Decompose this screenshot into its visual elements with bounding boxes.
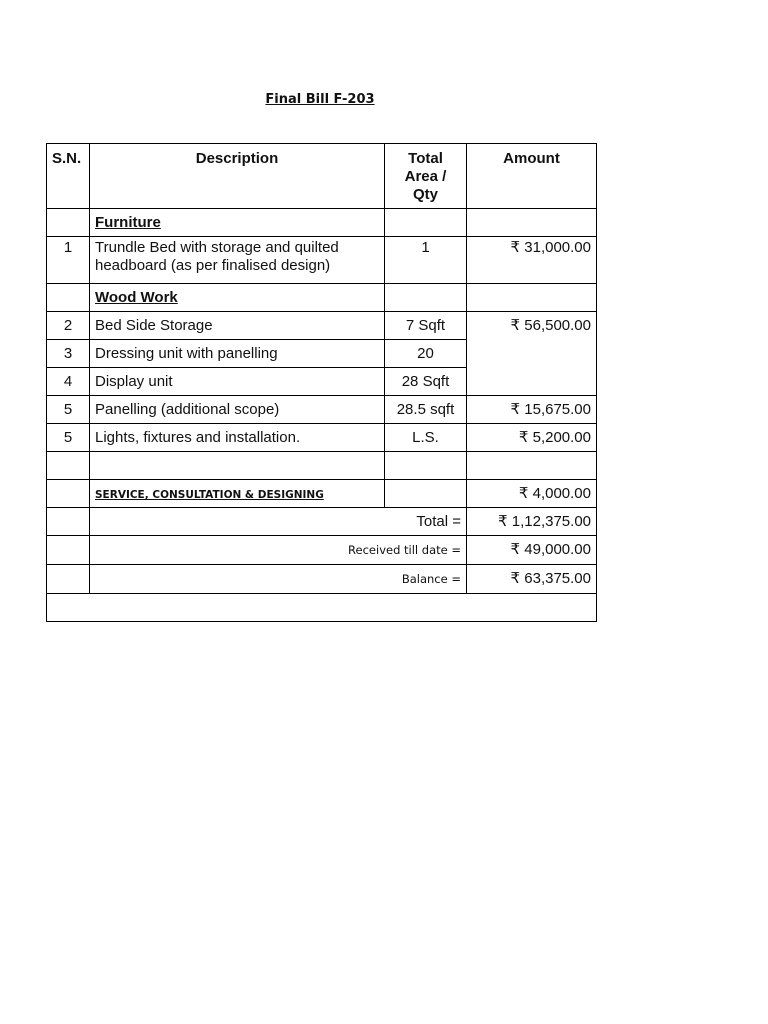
balance-row <box>47 565 597 594</box>
row-qty: 1 <box>385 237 467 284</box>
row-amount: ₹ 5,200.00 <box>467 424 597 452</box>
row-description: Display unit <box>90 368 385 396</box>
row-amount: ₹ 15,675.00 <box>467 396 597 424</box>
header-description: Description <box>90 144 385 209</box>
section-row-wood-work <box>47 284 597 312</box>
row-description: Panelling (additional scope) <box>90 396 385 424</box>
service-label: SERVICE, CONSULTATION & DESIGNING <box>90 480 385 508</box>
table-row <box>47 396 597 424</box>
row-sn: 2 <box>47 312 90 340</box>
header-amount: Amount <box>467 144 597 209</box>
received-row <box>47 536 597 565</box>
empty-footer-row <box>47 594 597 622</box>
bill-table <box>46 143 597 622</box>
section-row-furniture <box>47 209 597 237</box>
empty-row <box>47 452 597 480</box>
row-sn: 1 <box>47 237 90 284</box>
row-qty: 28.5 sqft <box>385 396 467 424</box>
row-qty: 20 <box>385 340 467 368</box>
table-row <box>47 237 597 284</box>
table-row <box>47 424 597 452</box>
received-label: Received till date = <box>90 536 467 565</box>
table-header-row <box>47 144 597 209</box>
table-row <box>47 312 597 340</box>
service-amount: ₹ 4,000.00 <box>467 480 597 508</box>
row-qty: 28 Sqft <box>385 368 467 396</box>
row-sn: 5 <box>47 424 90 452</box>
header-qty: Total Area / Qty <box>385 144 467 209</box>
row-sn: 4 <box>47 368 90 396</box>
received-value: ₹ 49,000.00 <box>467 536 597 565</box>
row-sn: 3 <box>47 340 90 368</box>
row-description: Lights, fixtures and installation. <box>90 424 385 452</box>
row-description: Bed Side Storage <box>90 312 385 340</box>
section-label-wood-work: Wood Work <box>90 284 385 312</box>
total-row <box>47 508 597 536</box>
row-qty: L.S. <box>385 424 467 452</box>
row-sn: 5 <box>47 396 90 424</box>
total-value: ₹ 1,12,375.00 <box>467 508 597 536</box>
service-row <box>47 480 597 508</box>
row-description: Dressing unit with panelling <box>90 340 385 368</box>
bill-title: Final Bill F-203 <box>265 92 375 107</box>
row-description: Trundle Bed with storage and quilted headboard (as per finalised design) <box>90 237 385 284</box>
balance-value: ₹ 63,375.00 <box>467 565 597 594</box>
row-qty: 7 Sqft <box>385 312 467 340</box>
balance-label: Balance = <box>90 565 467 594</box>
section-label-furniture: Furniture <box>90 209 385 237</box>
row-amount: ₹ 31,000.00 <box>467 237 597 284</box>
row-amount-merged: ₹ 56,500.00 <box>467 312 597 396</box>
header-sn: S.N. <box>47 144 90 209</box>
total-label: Total = <box>90 508 467 536</box>
